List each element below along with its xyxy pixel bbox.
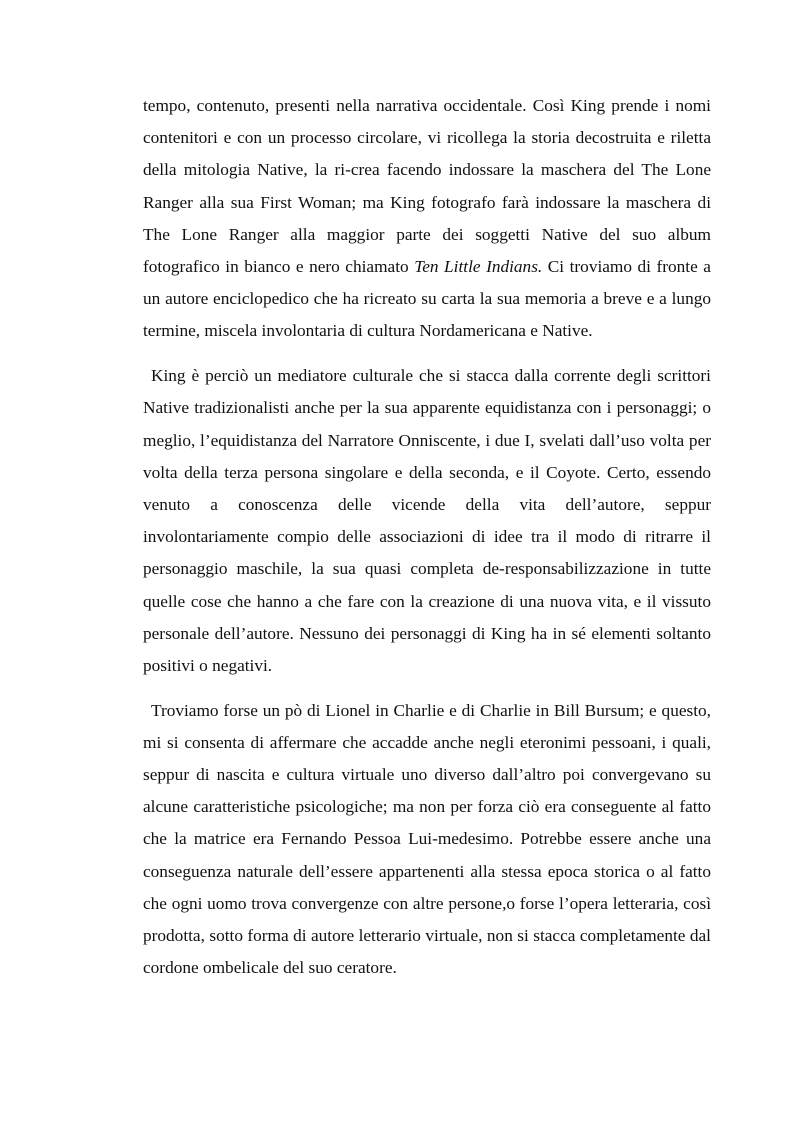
body-text bbox=[143, 90, 711, 984]
paragraph-1-text-start: tempo, contenuto, presenti nella narrativa occidentale. Così King prende i nomi contenitori e con un processo circolare, vi ricollega la storia decostruita e riletta della mitologia Native, la ri-crea facendo indossare la maschera del The Lone Ranger alla sua First Woman; ma King fotografo farà indossare la maschera di The Lone Ranger alla maggior parte dei soggetti Native del suo album fotografico in bianco e nero chiamato bbox=[143, 96, 711, 277]
paragraph-1-text-end: Ci troviamo di fronte a un autore enciclopedico che ha ricreato su carta la sua memoria a breve e a lungo termine, miscela involontaria di cultura Nordamericana e Native. bbox=[143, 257, 711, 341]
paragraph-3 bbox=[143, 695, 711, 985]
paragraph-1 bbox=[143, 90, 711, 348]
paragraph-2-text: King è perciò un mediatore culturale che si stacca dalla corrente degli scrittori Native tradizionalisti anche per la sua apparente equidistanza con i personaggi; o meglio, l’equidistanza del Narratore Onniscente, i due I, svelati dall’uso volta per volta della terza persona singolare e della seconda, e il Coyote. Certo, essendo venuto a conoscenza delle vicende della vita dell’autore, seppur involontariamente compio delle associazioni di idee tra il modo di ritrarre il personaggio maschile, la sua quasi completa de-responsabilizzazione in tutte quelle cose che hanno a che fare con la creazione di una nuova vita, e il vissuto personale dell’autore. Nessuno dei personaggi di King ha in sé elementi soltanto positivi o negativi. bbox=[143, 366, 711, 675]
paragraph-2 bbox=[143, 360, 711, 682]
book-title-italic: Ten Little Indians. bbox=[414, 257, 543, 277]
paragraph-3-text: Troviamo forse un pò di Lionel in Charlie e di Charlie in Bill Bursum; e questo, mi si consenta di affermare che accadde anche negli eteronimi pessoani, i quali, seppur di nascita e cultura virtuale uno diverso dall’altro poi convergevano su alcune caratteristiche psicologiche; ma non per forza ciò era conseguente al fatto che la matrice era Fernando Pessoa Lui-medesimo. Potrebbe essere anche una conseguenza naturale dell’essere appartenenti alla stessa epoca storica o al fatto che ogni uomo trova convergenze con altre persone,o forse l’opera letteraria, così prodotta, sotto forma di autore letterario virtuale, non si stacca completamente dal cordone ombelicale del suo ceratore. bbox=[143, 700, 711, 978]
